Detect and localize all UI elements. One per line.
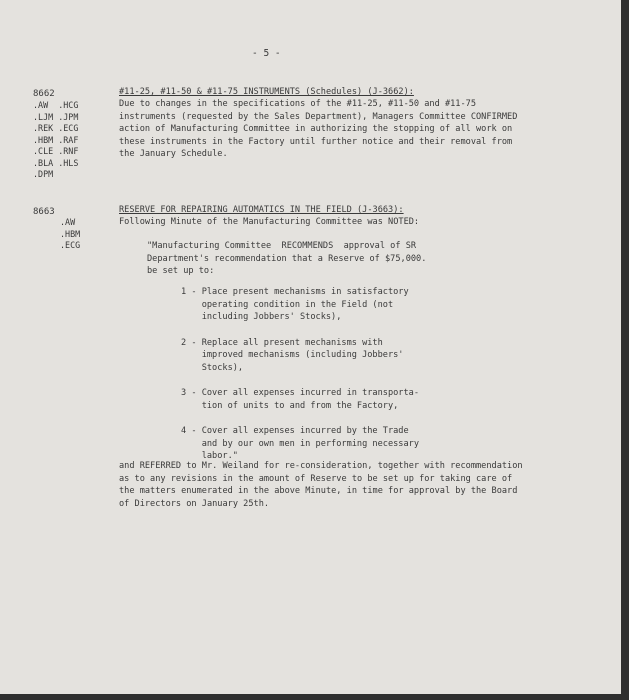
list-item-line: 2 - Replace all present mechanisms with — [181, 337, 383, 348]
list-item-line: labor." — [181, 451, 238, 461]
initials-entry: .AW .HCG — [33, 100, 79, 110]
initials-entry: .ECG — [60, 240, 81, 250]
closing-line: of Directors on January 25th. — [119, 498, 270, 509]
list-item-line: 1 - Place present mechanisms in satisfactory — [181, 287, 409, 297]
quote-line: be set up to: — [147, 266, 215, 276]
item-number-8662: 8662 — [33, 89, 55, 99]
body-line: the January Schedule. — [119, 149, 228, 159]
closing-line: the matters enumerated in the above Minute, in time for approval by the Board — [119, 486, 518, 496]
initials-entry: .DPM — [33, 169, 54, 179]
closing-paragraph — [119, 460, 523, 510]
list-item — [181, 387, 419, 412]
list-item — [181, 337, 419, 375]
body-line: action of Manufacturing Committee in authorizing the stopping of all work on — [119, 124, 513, 134]
page-number: - 5 - — [252, 48, 281, 59]
recommendation-list — [181, 286, 419, 463]
body-line: these instruments in the Factory until further notice and their removal from — [119, 136, 513, 147]
scan-edge-right — [621, 0, 629, 700]
initials-entry: .AW — [60, 217, 76, 227]
section-intro-8663: Following Minute of the Manufacturing Committee was NOTED: — [119, 217, 420, 227]
body-line: instruments (requested by the Sales Department), Managers Committee CONFIRMED — [119, 111, 518, 122]
list-item-line: tion of units to and from the Factory, — [181, 400, 399, 411]
body-line: Due to changes in the specifications of the #11-25, #11-50 and #11-75 — [119, 99, 476, 109]
list-item — [181, 286, 419, 324]
scan-edge-bottom — [0, 694, 629, 700]
list-item-line: including Jobbers' Stocks), — [181, 312, 342, 322]
list-item-line: 3 - Cover all expenses incurred in transporta- — [181, 388, 419, 398]
initials-entry: .CLE .RNF — [33, 146, 79, 156]
item-number-8663: 8663 — [33, 207, 55, 217]
initials-entry: .LJM .JPM — [33, 111, 79, 122]
initials-list-8663 — [60, 217, 80, 252]
list-item-line: and by our own men in performing necessary — [181, 438, 419, 449]
quote-line: Department's recommendation that a Reserve of $75,000. — [147, 253, 427, 264]
list-item-line: improved mechanisms (including Jobbers' — [181, 350, 404, 360]
list-item-line: Stocks), — [181, 362, 244, 373]
list-item-line: operating condition in the Field (not — [181, 299, 394, 310]
initials-list-8662 — [33, 100, 78, 181]
initials-entry: .BLA .HLS — [33, 157, 79, 168]
initials-entry: .HBM .RAF — [33, 134, 79, 145]
list-item — [181, 425, 419, 463]
closing-line: and REFERRED to Mr. Weiland for re-consideration, together with recommendation — [119, 461, 523, 471]
list-item-line: 4 - Cover all expenses incurred by the Trade — [181, 426, 409, 436]
quoted-minute — [147, 240, 426, 278]
initials-entry: .HBM — [60, 228, 81, 239]
section-body-8662 — [119, 98, 517, 161]
section-heading-8663: RESERVE FOR REPAIRING AUTOMATICS IN THE FIELD (J-3663): — [119, 205, 404, 215]
quote-line: "Manufacturing Committee RECOMMENDS approval of SR — [147, 241, 417, 251]
initials-entry: .REK .ECG — [33, 123, 79, 133]
section-heading-8662: #11-25, #11-50 & #11-75 INSTRUMENTS (Schedules) (J-3662): — [119, 87, 414, 97]
closing-line: as to any revisions in the amount of Reserve to be set up for taking care of — [119, 473, 513, 484]
